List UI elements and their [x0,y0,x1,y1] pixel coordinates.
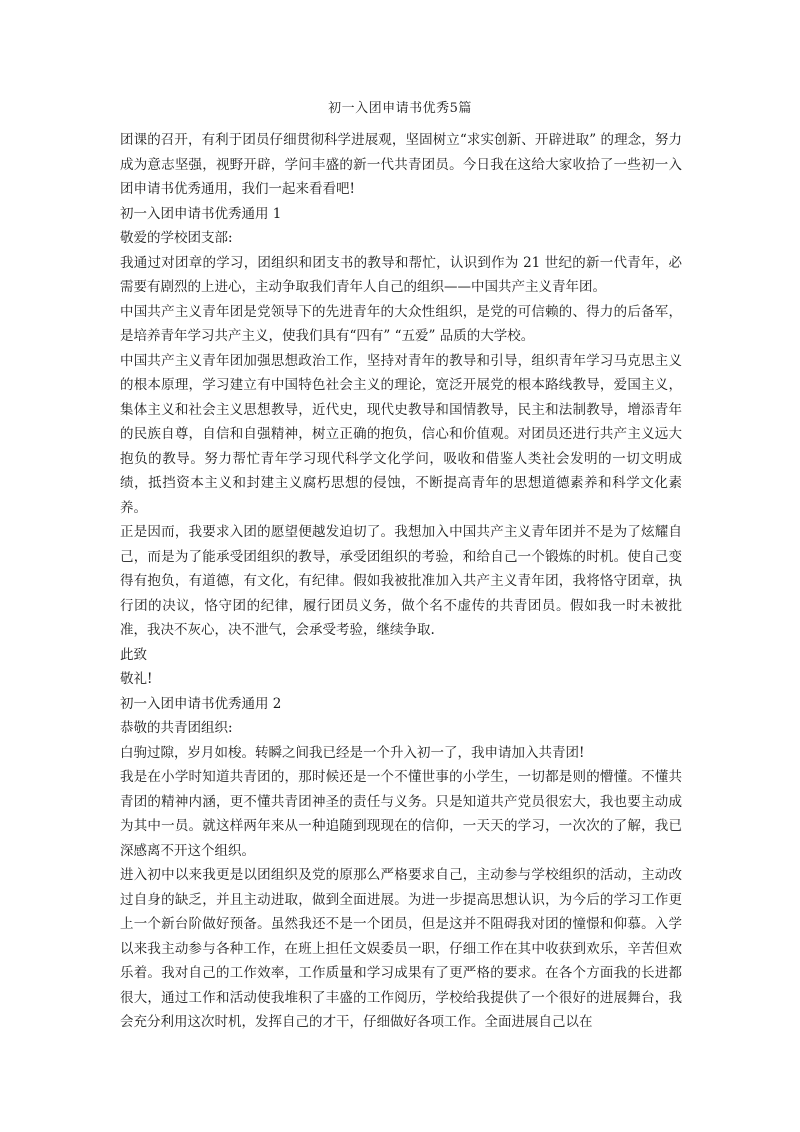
paragraph: 我是在小学时知道共青团的，那时候还是一个不懂世事的小学生，一切都是则的懵懂。不懂共青团的精神内涵，更不懂共青团神圣的责任与义务。只是知道共产党员很宏大，我也要主动成为其中一员。就这样两年来从一种追随到现现在的信仰，一天天的学习，一次次的了解，我已深感离不开这个组织。 [120,769,682,859]
closing-line: 此致 [120,646,147,663]
section-heading-2: 初一入团申请书优秀通用 2 [120,695,282,712]
salutation-1: 敬爱的学校团支部: [120,230,233,246]
salutation-2: 恭敬的共青团组织: [120,720,233,736]
paragraph: 进入初中以来我更是以团组织及党的原那么严格要求自己，主动参与学校组织的活动，主动改过自身的缺乏，并且主动进取，做到全面进展。为进一步提高思想认识，为今后的学习工作更上一个新台阶做好预备。虽然我还不是一个团员，但是这并不阻碍我对团的憧憬和仰慕。入学以来我主动参与各种工作，在班上担任文娱委员一职，仔细工作在其中收获到欢乐，辛苦但欢乐着。我对自己的工作效率，工作质量和学习成果有了更严格的要求。在各个方面我的长进都很大，通过工作和活动使我堆积了丰盛的工作阅历，学校给我提供了一个很好的进展舞台，我会充分利用这次时机，发挥自己的才干，仔细做好各项工作。全面进展自己以在 [120,867,682,1030]
paragraph: 中国共产主义青年团是党领导下的先进青年的大众性组织，是党的可信赖的、得力的后备军，是培养青年学习共产主义，使我们具有“四有” “五爱” 品质的大学校。 [120,303,682,344]
document-body [120,128,682,1035]
closing-line: 敬礼! [120,671,153,687]
paragraph: 正是因而，我要求入团的愿望便越发迫切了。我想加入中国共产主义青年团并不是为了炫耀自己，而是为了能承受团组织的教导，承受团组织的考验，和给自己一个锻炼的时机。使自己变得有抱负，有道德，有文化，有纪律。假如我被批准加入共产主义青年团，我将恪守团章，执行团的决议，恪守团的纪律，履行团员义务，做个名不虚传的共青团员。假如我一时未被批准，我决不灰心，决不泄气，会承受考验，继续争取. [120,524,682,638]
intro-paragraph: 团课的召开，有利于团员仔细贯彻科学进展观，坚固树立“求实创新、开辟进取” 的理念，努力成为意志坚强，视野开辟，学问丰盛的新一代共青团员。今日我在这给大家收拾了一些初一入团申请书优秀通用，我们一起来看看吧! [120,132,682,197]
document-title: 初一入团申请书优秀5篇 [328,101,472,116]
paragraph: 白驹过隙，岁月如梭。转瞬之间我已经是一个升入初一了，我申请加入共青团! [120,744,585,761]
section-heading-1: 初一入团申请书优秀通用 1 [120,205,282,222]
paragraph: 中国共产主义青年团加强思想政治工作，坚持对青年的教导和引导，组织青年学习马克思主义的根本原理，学习建立有中国特色社会主义的理论，宽泛开展党的根本路线教导，爱国主义，集体主义和社会主义思想教导，近代史，现代史教导和国情教导，民主和法制教导，增添青年的民族自尊，自信和自强精神，树立正确的抱负，信心和价值观。对团员还进行共产主义远大抱负的教导。努力帮忙青年学习现代科学文化学问，吸收和借鉴人类社会发明的一切文明成绩，抵挡资本主义和封建主义腐朽思想的侵蚀，不断提高青年的思想道德素养和科学文化素养。 [120,352,682,516]
paragraph: 我通过对团章的学习，团组织和团支书的教导和帮忙，认识到作为 21 世纪的新一代青年，必需要有剧烈的上进心，主动争取我们青年人自己的组织——中国共产主义青年团。 [120,254,682,295]
